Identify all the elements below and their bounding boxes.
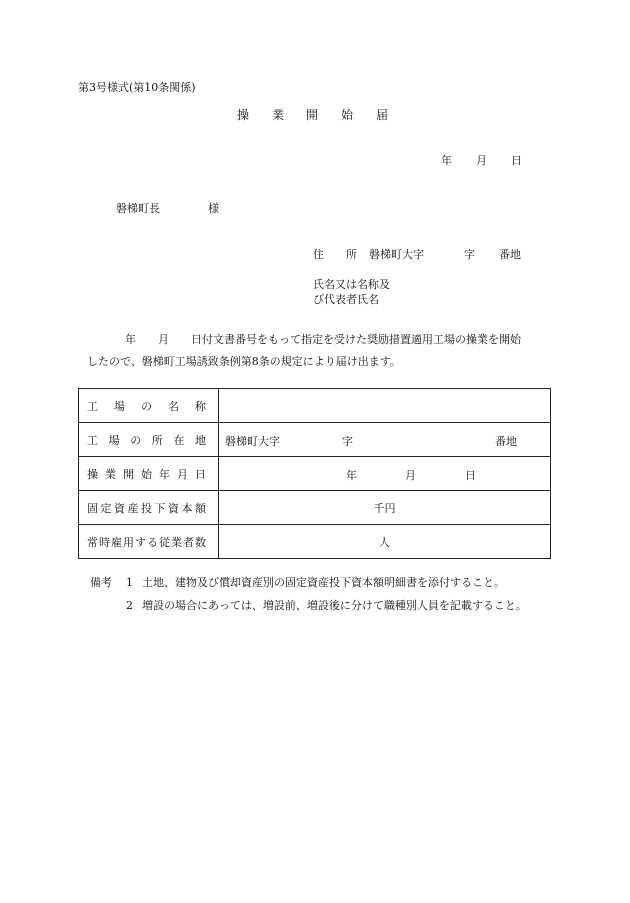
label-char: の bbox=[141, 399, 152, 413]
label-char: 業 bbox=[171, 535, 182, 549]
label-char: 所 bbox=[151, 433, 163, 447]
label-char: 時 bbox=[99, 535, 110, 549]
note-number: 1 bbox=[126, 576, 133, 589]
label-char: 業 bbox=[105, 467, 116, 481]
location-prefix: 磐梯町大字 bbox=[225, 435, 280, 448]
factory-location-value[interactable] bbox=[219, 423, 551, 457]
label-char: 従 bbox=[159, 535, 170, 549]
addressee-name: 磐梯町長 bbox=[116, 202, 160, 215]
label-char: 始 bbox=[141, 467, 152, 481]
date-year: 年 bbox=[441, 154, 452, 167]
start-date-value[interactable] bbox=[219, 457, 551, 491]
name-label-line2: び代表者氏名 bbox=[313, 293, 379, 306]
label-char: 資 bbox=[168, 501, 179, 515]
title-char: 始 bbox=[341, 108, 354, 122]
fixed-capital-value[interactable] bbox=[219, 491, 551, 525]
start-day: 日 bbox=[465, 469, 476, 482]
label-char: 工 bbox=[87, 433, 98, 447]
label-char: 月 bbox=[177, 467, 188, 481]
label-char: 資 bbox=[114, 501, 125, 515]
label-char: 投 bbox=[141, 501, 152, 515]
label-char: 固 bbox=[87, 501, 98, 515]
title-char: 業 bbox=[272, 108, 285, 122]
label-char: 開 bbox=[123, 467, 134, 481]
title-char: 操 bbox=[237, 108, 250, 122]
label-char: る bbox=[147, 535, 158, 549]
label-char: 称 bbox=[195, 399, 206, 413]
factory-info-table bbox=[78, 388, 551, 559]
date-day: 日 bbox=[511, 154, 522, 167]
table-row bbox=[79, 423, 551, 457]
note-number: 2 bbox=[126, 599, 133, 612]
body-line-1: 年 月 日付文書番号をもって指定を受けた奨励措置適用工場の操業を開始 bbox=[125, 333, 521, 346]
label-char: 本 bbox=[181, 501, 193, 515]
title-char: 届 bbox=[376, 108, 389, 122]
start-year: 年 bbox=[346, 469, 357, 482]
addressee-honorific: 様 bbox=[208, 202, 219, 215]
table-row bbox=[79, 491, 551, 525]
form-number: 第3号様式(第10条関係) bbox=[78, 81, 196, 94]
location-banchi: 番地 bbox=[495, 435, 517, 448]
label-char: 日 bbox=[195, 467, 206, 481]
start-month: 月 bbox=[405, 469, 416, 482]
table-row bbox=[79, 525, 551, 559]
label-char: す bbox=[135, 535, 146, 549]
note-text: 土地、建物及び償却資産別の固定資産投下資本額明細書を添付すること。 bbox=[142, 576, 505, 589]
label-char: 用 bbox=[123, 535, 134, 549]
label-char: 工 bbox=[87, 399, 98, 413]
date-month: 月 bbox=[476, 154, 487, 167]
title-char: 開 bbox=[306, 108, 319, 122]
document-title bbox=[0, 108, 630, 124]
row-label-factory-location bbox=[79, 423, 219, 457]
row-label-fixed-capital bbox=[79, 491, 219, 525]
body-line-2: したので、磐梯町工場誘致条例第8条の規定により届け出ます。 bbox=[87, 355, 401, 368]
notes-heading: 備考 bbox=[90, 576, 112, 589]
address-banchi: 番地 bbox=[499, 248, 521, 261]
employees-unit: 人 bbox=[379, 535, 390, 549]
label-char: 名 bbox=[168, 399, 179, 413]
label-char: 在 bbox=[173, 433, 185, 447]
address-label: 住 所 bbox=[313, 248, 357, 261]
label-char: 雇 bbox=[111, 535, 122, 549]
label-char: 常 bbox=[87, 535, 98, 549]
table-row bbox=[79, 389, 551, 423]
label-char: 下 bbox=[154, 501, 166, 515]
row-label-factory-name bbox=[79, 389, 219, 423]
label-char: 年 bbox=[159, 467, 170, 481]
employees-value[interactable] bbox=[219, 525, 551, 559]
row-label-employees bbox=[79, 525, 219, 559]
name-label-line1: 氏名又は名称及 bbox=[313, 278, 390, 291]
note-text: 増設の場合にあっては、増設前、増設後に分けて職種別人員を記載すること。 bbox=[142, 599, 527, 612]
label-char: 数 bbox=[195, 535, 206, 549]
label-char: 地 bbox=[194, 433, 206, 447]
table-row bbox=[79, 457, 551, 491]
row-label-start-date bbox=[79, 457, 219, 491]
factory-name-value[interactable] bbox=[219, 389, 551, 423]
address-aza: 字 bbox=[464, 248, 475, 261]
label-char: 額 bbox=[195, 501, 206, 515]
label-char: 者 bbox=[183, 535, 194, 549]
label-char: 操 bbox=[87, 467, 98, 481]
location-aza: 字 bbox=[342, 435, 353, 448]
label-char: 定 bbox=[100, 501, 112, 515]
label-char: 場 bbox=[108, 433, 120, 447]
label-char: 産 bbox=[127, 501, 139, 515]
label-char: 場 bbox=[114, 399, 125, 413]
fixed-capital-unit: 千円 bbox=[373, 501, 396, 515]
address-prefix: 磐梯町大字 bbox=[369, 248, 424, 261]
label-char: の bbox=[130, 433, 142, 447]
